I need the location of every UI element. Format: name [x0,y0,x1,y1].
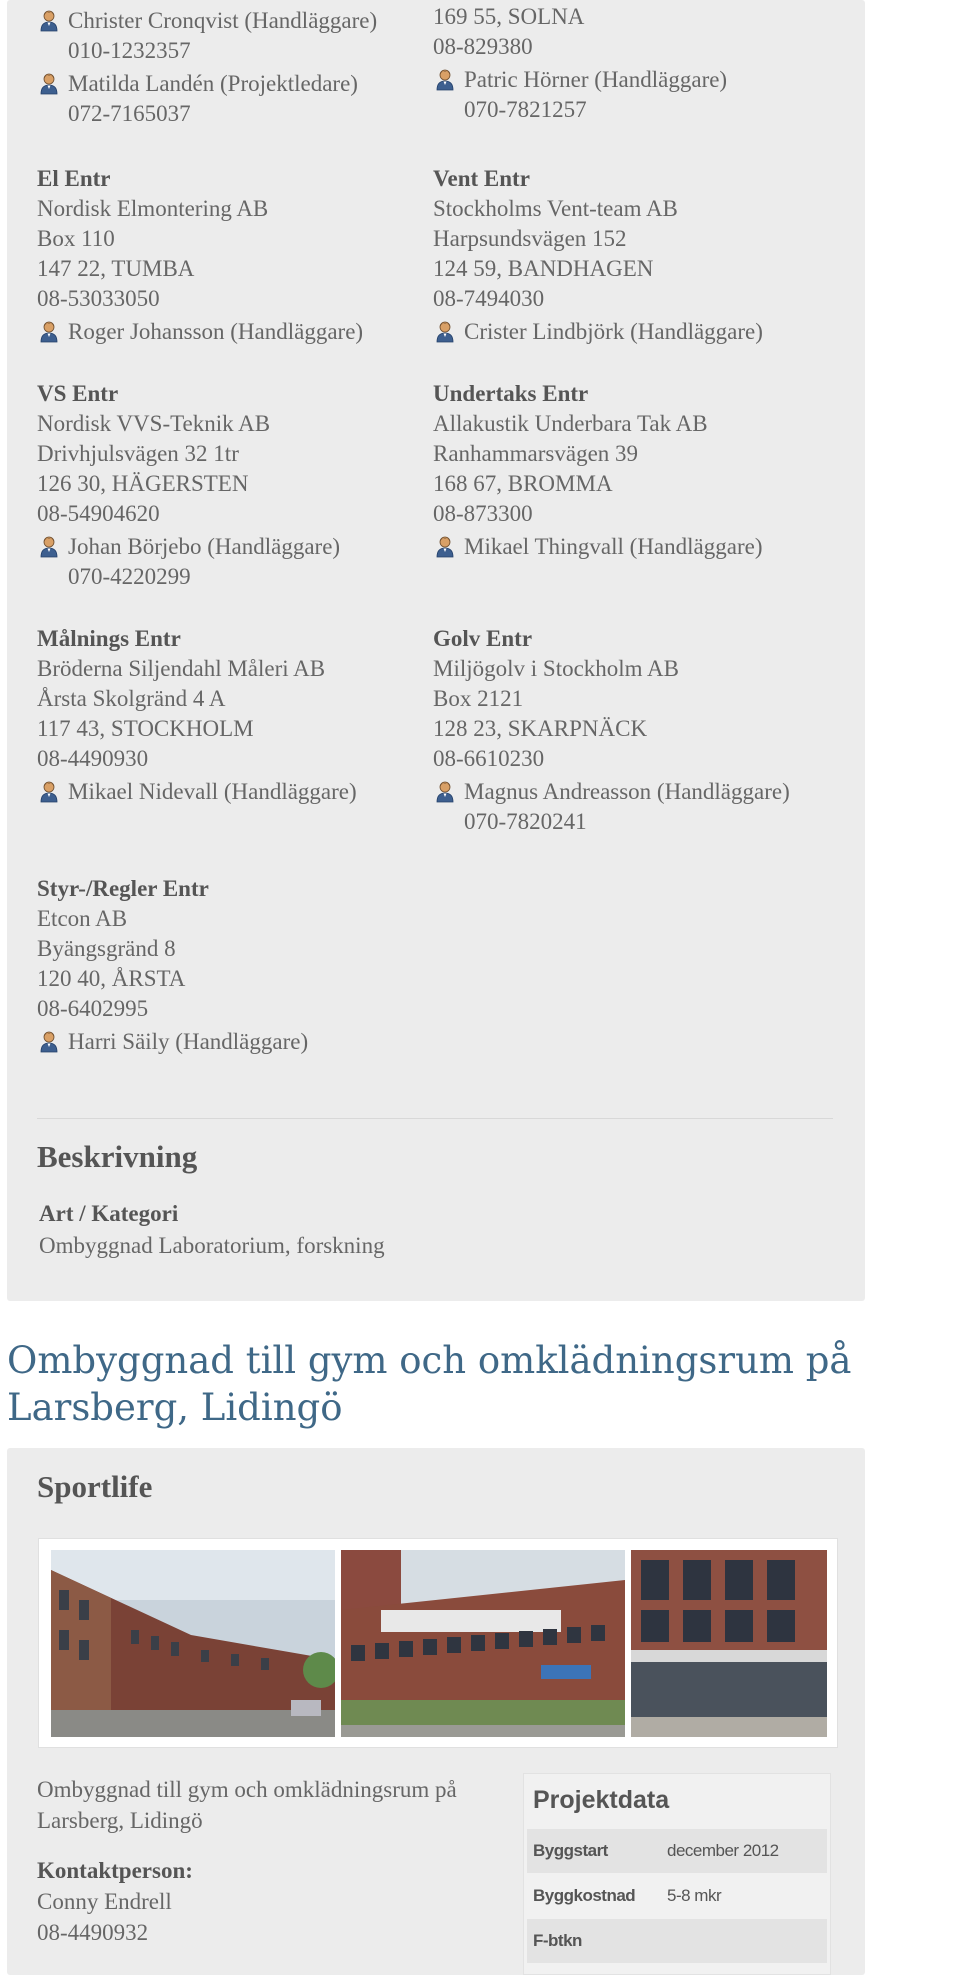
person-icon [40,781,58,803]
contractor-category: Vent Entr [433,166,530,191]
contractor-company: Allakustik Underbara Tak AB [433,411,708,436]
section-divider [37,1118,833,1119]
person-icon [436,321,454,343]
contractor-category: El Entr [37,166,111,191]
contractor-phone: 08-53033050 [37,286,160,311]
contractor-postal: 117 43, STOCKHOLM [37,716,254,741]
project-photo-2[interactable] [341,1550,625,1737]
contractor-phone: 08-54904620 [37,501,160,526]
contractor-company: Nordisk Elmontering AB [37,196,269,221]
project-title-link[interactable]: Ombyggnad till gym och omklädningsrum på Larsberg, Lidingö [7,1339,852,1429]
contractor-phone: 08-6610230 [433,746,545,771]
contractor-phone: 08-7494030 [433,286,545,311]
client-name: Sportlife [37,1469,153,1504]
contractor-postal: 126 30, HÄGERSTEN [37,471,249,496]
contractor-category: Undertaks Entr [433,381,589,406]
person-contact: Mikael Thingvall (Handläggare) [433,532,762,562]
contact-phone: 08-4490932 [37,1920,149,1945]
contractor-postal: 128 23, SKARPNÄCK [433,716,648,741]
contractor-postal: 120 40, ÅRSTA [37,966,186,991]
contractor-company: Etcon AB [37,906,128,931]
person-icon [436,781,454,803]
person-contact: Magnus Andreasson (Handläggare) 070-7820241 [433,777,790,837]
contractor-address: Harpsundsvägen 152 [433,226,627,251]
person-icon [40,321,58,343]
contractor-entry-malning [37,624,357,807]
contractor-postal: 124 59, BANDHAGEN [433,256,654,281]
project-photo-1[interactable] [51,1550,335,1737]
contractor-address: Box 2121 [433,686,524,711]
contact-name: Conny Endrell [37,1889,172,1914]
photo-gallery [38,1538,838,1748]
contractor-address: Box 110 [37,226,115,251]
top-right-entry-tail [433,2,727,125]
person-contact: Crister Lindbjörk (Handläggare) [433,317,763,347]
contractor-company: Nordisk VVS-Teknik AB [37,411,271,436]
person-contact: Matilda Landén (Projektledare) 072-7165037 [37,69,377,129]
projektdata-row: Byggkostnad 5-8 mkr [533,1886,722,1905]
postal-address: 169 55, SOLNA [433,4,585,29]
contractor-phone: 08-873300 [433,501,533,526]
person-icon [436,536,454,558]
projektdata-row: Byggstart december 2012 [527,1829,827,1873]
contractor-entry-vent [433,164,763,347]
contractor-entry-golv [433,624,790,837]
contractor-entry-styr [37,874,308,1057]
contractor-category: VS Entr [37,381,119,406]
person-contact: Christer Cronqvist (Handläggare) 010-1232357 [37,6,377,66]
contractor-phone: 08-6402995 [37,996,149,1021]
contractor-company: Bröderna Siljendahl Måleri AB [37,656,326,681]
contractor-address: Drivhjulsvägen 32 1tr [37,441,239,466]
project-description: Ombyggnad till gym och omklädningsrum på Larsberg, Lidingö [37,1777,457,1833]
contractor-category: Styr-/Regler Entr [37,876,209,901]
contractor-entry-undertak [433,379,762,562]
contact-label: Kontaktperson: [37,1858,193,1883]
person-icon [436,69,454,91]
projektdata-box [523,1773,831,1975]
company-phone: 08-829380 [433,34,533,59]
contractor-entry-vs [37,379,340,592]
contractor-address: Årsta Skolgränd 4 A [37,686,226,711]
contractor-phone: 08-4490930 [37,746,149,771]
contractor-company: Stockholms Vent-team AB [433,196,678,221]
project-photo-3[interactable] [631,1550,827,1737]
person-icon [40,536,58,558]
person-contact: Mikael Nidevall (Handläggare) [37,777,357,807]
person-icon [40,10,58,32]
person-contact: Patric Hörner (Handläggare) 070-7821257 [433,65,727,125]
contractor-address: Ranhammarsvägen 39 [433,441,639,466]
contractor-postal: 168 67, BROMMA [433,471,613,496]
art-kategori-value: Ombyggnad Laboratorium, forskning [39,1233,385,1258]
person-icon [40,1031,58,1053]
contractor-entry-el [37,164,363,347]
contractor-postal: 147 22, TUMBA [37,256,195,281]
contractor-category: Målnings Entr [37,626,181,651]
person-contact: Harri Säily (Handläggare) [37,1027,308,1057]
person-icon [40,73,58,95]
beskrivning-heading: Beskrivning [37,1139,198,1174]
person-contact: Johan Börjebo (Handläggare) 070-4220299 [37,532,340,592]
person-contact: Roger Johansson (Handläggare) [37,317,363,347]
projektdata-row: F-btkn [527,1919,827,1963]
art-kategori-label: Art / Kategori [39,1201,179,1226]
top-left-persons [37,6,377,129]
projektdata-title: Projektdata [533,1786,670,1814]
contractor-company: Miljögolv i Stockholm AB [433,656,680,681]
contractor-category: Golv Entr [433,626,533,651]
contractor-address: Byängsgränd 8 [37,936,176,961]
project-description-block [37,1774,507,1948]
